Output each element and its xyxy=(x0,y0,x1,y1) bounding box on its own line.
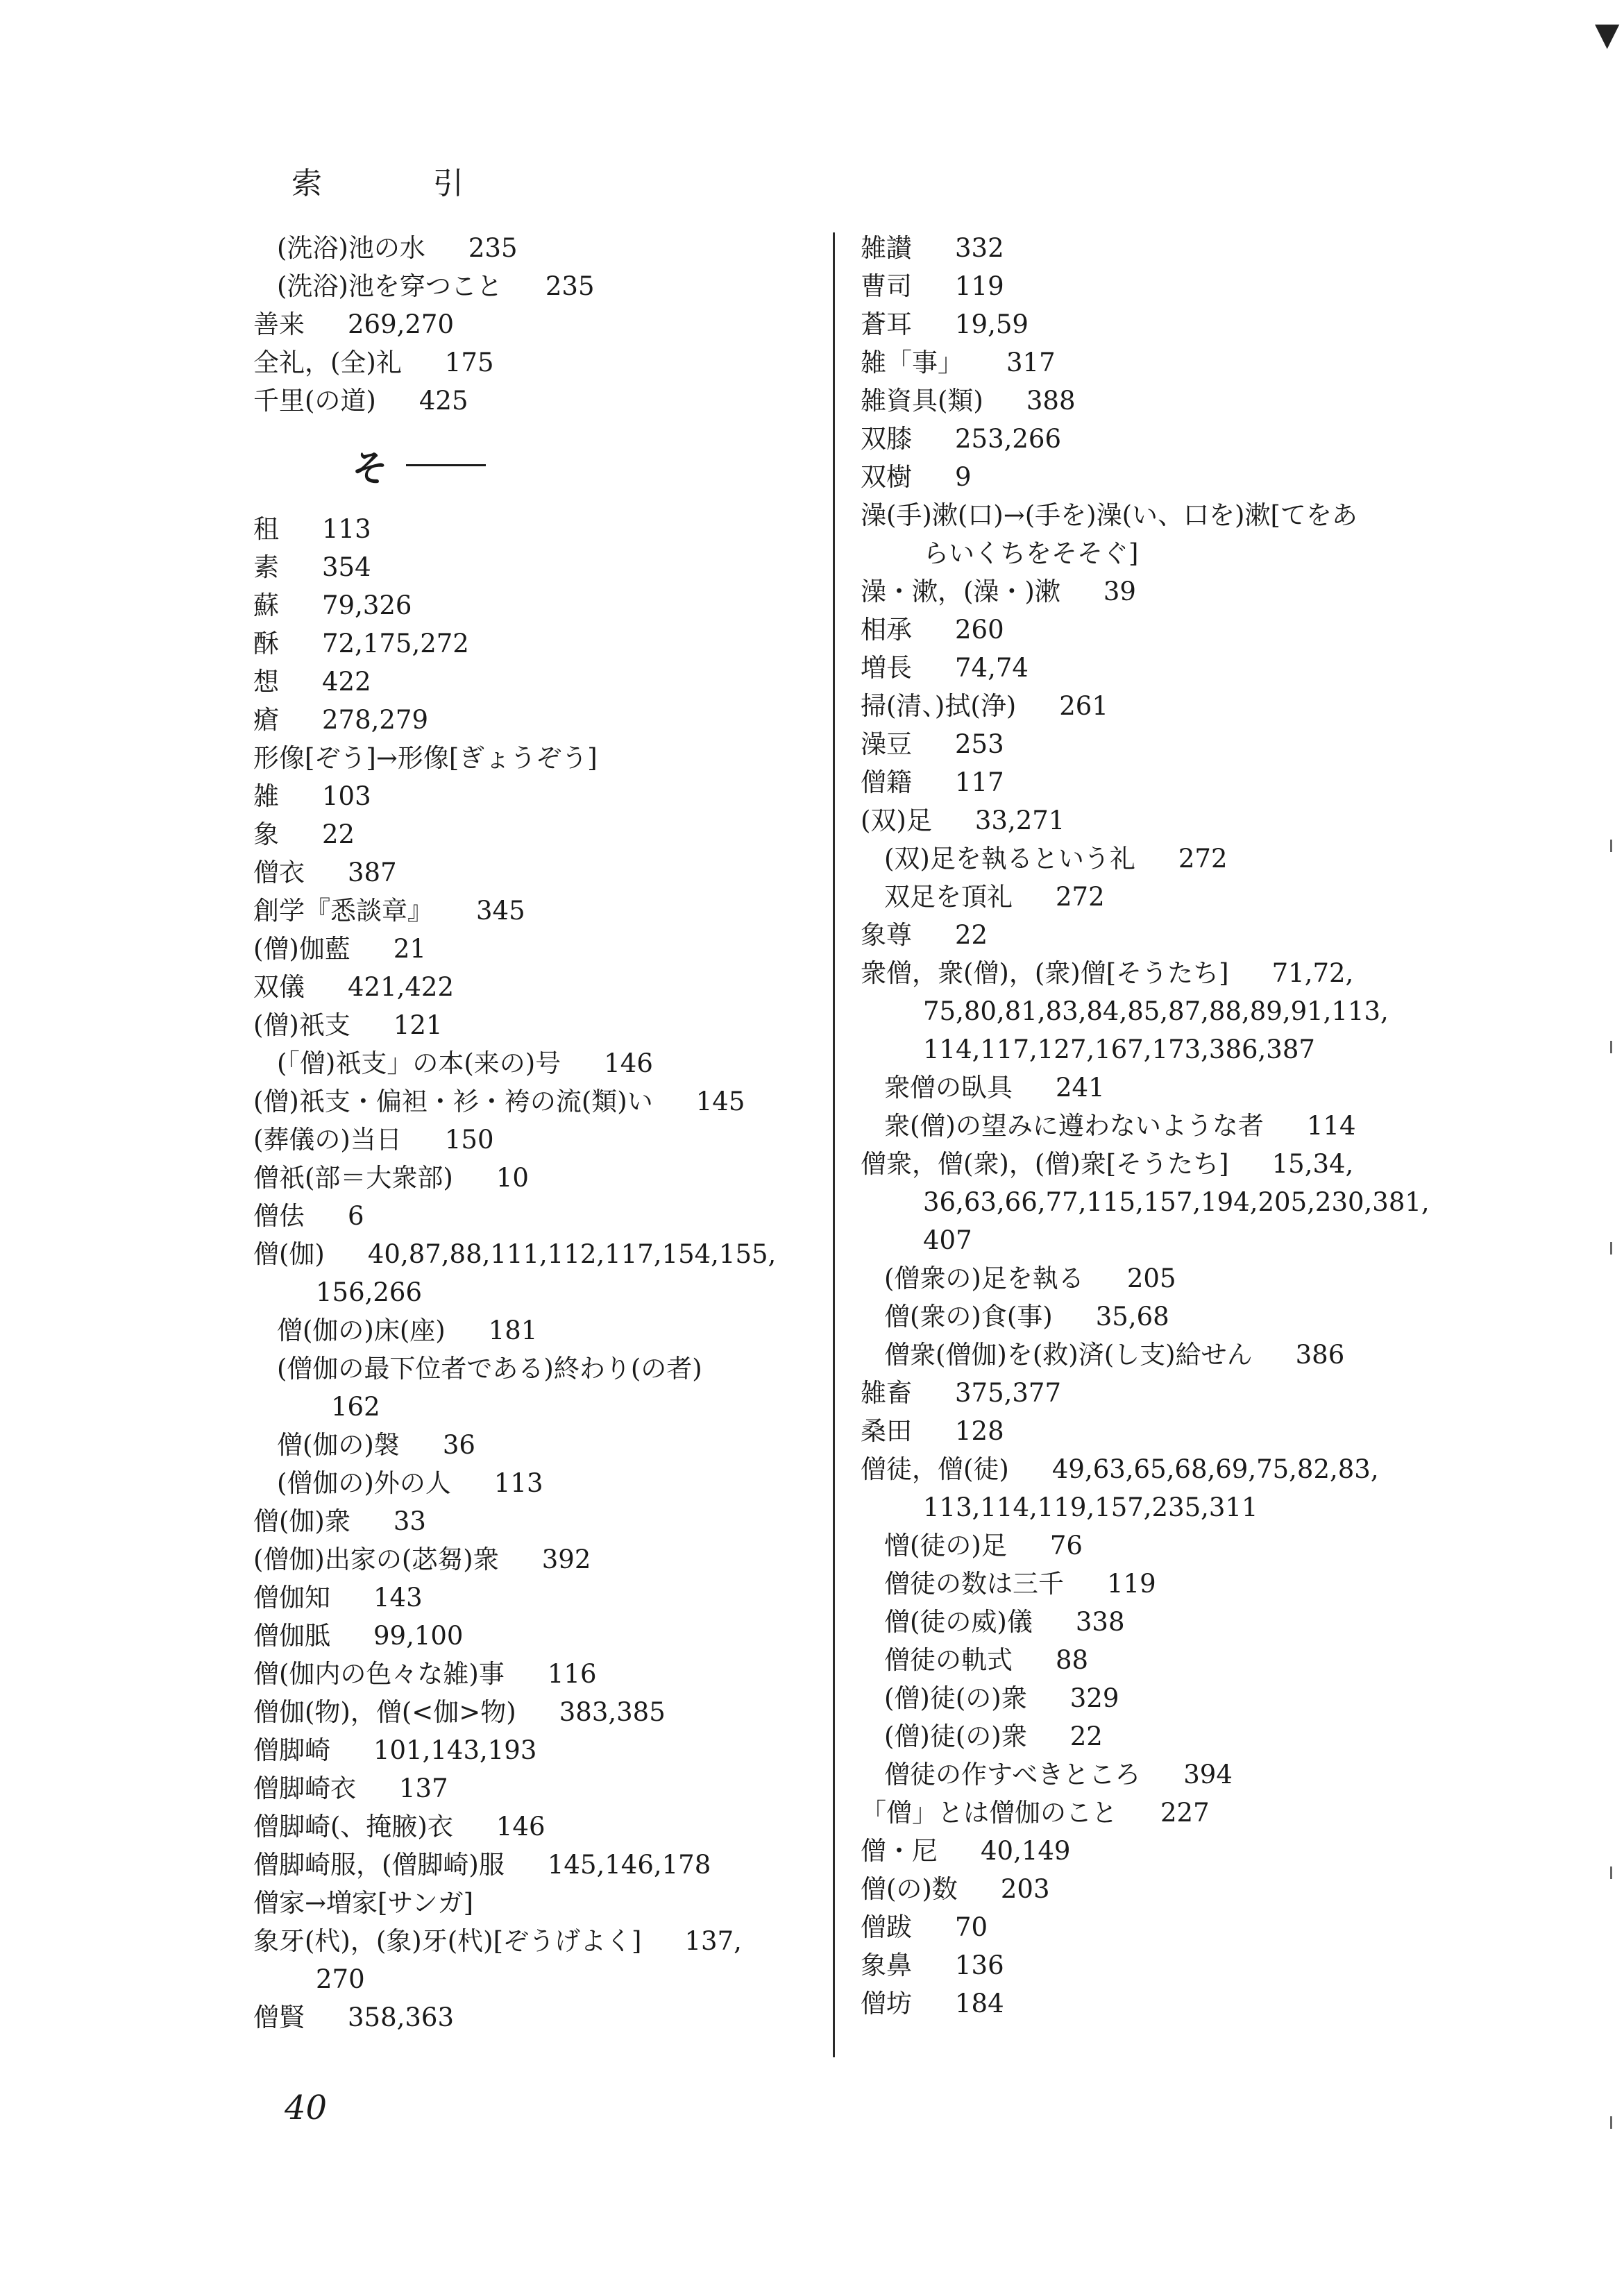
index-entry xyxy=(861,305,1457,343)
index-entry xyxy=(861,763,1457,801)
index-pages: 146 xyxy=(496,1812,545,1842)
index-term: 全礼，(全)礼 xyxy=(253,348,402,377)
index-entry xyxy=(253,1579,822,1617)
index-entry xyxy=(253,1884,822,1922)
index-term: 僧衆，僧(衆)，(僧)衆[そうたち] xyxy=(861,1149,1229,1179)
index-pages: 272 xyxy=(1056,882,1105,912)
index-pages: 421,422 xyxy=(348,972,455,1002)
index-pages: 22 xyxy=(1069,1721,1103,1751)
index-pages: 35,68 xyxy=(1095,1302,1169,1332)
index-entry xyxy=(861,572,1457,611)
index-pages: 181 xyxy=(488,1316,538,1345)
index-term: 衆(僧)の望みに遵わないような者 xyxy=(884,1111,1264,1141)
margin-tick xyxy=(1610,1242,1612,1255)
index-entry xyxy=(253,548,822,586)
index-term: 蘇 xyxy=(253,590,279,620)
index-term: 雑資具(類) xyxy=(861,386,983,416)
index-term: (双)足を執るという礼 xyxy=(884,844,1135,874)
page-number: 40 xyxy=(285,2089,328,2127)
index-term: 僧賢 xyxy=(253,2002,305,2032)
index-term: 僧(伽)衆 xyxy=(253,1506,350,1536)
index-term: 澡豆 xyxy=(861,729,912,759)
index-entry xyxy=(253,968,822,1006)
index-entry-continuation: 156,266 xyxy=(316,1277,423,1307)
index-term: 僧伽胝 xyxy=(253,1621,330,1651)
index-entry xyxy=(861,649,1457,687)
index-pages: 116 xyxy=(547,1659,597,1689)
index-pages: 329 xyxy=(1069,1683,1119,1713)
index-term: 僧伽(物)，僧(<伽>物) xyxy=(253,1697,516,1727)
index-term: 雑畜 xyxy=(861,1378,912,1408)
index-term: 僧佉 xyxy=(253,1201,305,1231)
index-entry xyxy=(861,1794,1457,1832)
index-pages: 394 xyxy=(1183,1760,1233,1789)
index-pages: 205 xyxy=(1126,1264,1176,1293)
corner-mark: ▼ xyxy=(1595,15,1620,53)
index-term: 双足を頂礼 xyxy=(884,882,1013,912)
index-entry-continuation: 270 xyxy=(316,1964,365,1994)
index-entry xyxy=(253,1540,822,1579)
index-pages: 253 xyxy=(955,729,1004,759)
index-term: (僧伽の最下位者である)終わり(の者) xyxy=(277,1354,702,1384)
index-pages: 241 xyxy=(1056,1073,1105,1103)
index-term: 僧脚崎衣 xyxy=(253,1774,356,1803)
index-entry xyxy=(861,1641,1457,1679)
index-term: 千里(の道) xyxy=(253,386,376,416)
index-term: 僧(伽の)床(座) xyxy=(277,1316,446,1345)
index-entry xyxy=(861,229,1457,267)
column-divider xyxy=(833,232,835,2057)
index-pages: 22 xyxy=(955,920,988,950)
index-term: 双儀 xyxy=(253,972,305,1002)
index-term: 象尊 xyxy=(861,920,912,950)
index-pages: 392 xyxy=(541,1545,591,1574)
index-entry xyxy=(253,815,822,853)
index-entry xyxy=(861,725,1457,763)
index-pages: 272 xyxy=(1178,844,1228,874)
index-term: 酥 xyxy=(253,629,279,658)
index-pages: 22 xyxy=(322,819,355,849)
index-term: 僧徒の数は三千 xyxy=(884,1569,1064,1599)
index-pages: 119 xyxy=(955,271,1004,301)
index-entry xyxy=(861,1717,1457,1755)
index-term: 僧伽知 xyxy=(253,1583,330,1613)
index-term: 「僧」とは僧伽のこと xyxy=(861,1798,1117,1828)
index-entry xyxy=(253,892,822,930)
index-pages: 150 xyxy=(444,1125,494,1155)
index-entry xyxy=(861,1298,1457,1336)
index-term: 象牙(杙)，(象)牙(杙)[ぞうげよく] xyxy=(253,1926,642,1956)
index-term: 僧籍 xyxy=(861,767,912,797)
index-pages: 76 xyxy=(1049,1531,1083,1561)
index-entry-continuation: 75,80,81,83,84,85,87,88,89,91,113, xyxy=(923,996,1389,1026)
index-pages: 136 xyxy=(955,1950,1004,1980)
index-entry xyxy=(861,1603,1457,1641)
index-pages: 425 xyxy=(418,386,468,416)
index-term: (僧伽)出家の(苾芻)衆 xyxy=(253,1545,499,1574)
index-pages: 383,385 xyxy=(559,1697,666,1727)
index-entry xyxy=(253,930,822,968)
index-term: 僧坊 xyxy=(861,1989,912,2018)
index-left-column xyxy=(253,229,822,2036)
index-entry xyxy=(861,1450,1457,1488)
index-pages: 74,74 xyxy=(955,653,1029,683)
index-term: (僧)伽藍 xyxy=(253,934,350,964)
index-pages: 70 xyxy=(955,1912,988,1942)
index-entry xyxy=(253,382,822,420)
index-entry xyxy=(861,1259,1457,1298)
index-term: 僧跋 xyxy=(861,1912,912,1942)
index-term: 僧(の)数 xyxy=(861,1874,958,1904)
index-entry xyxy=(253,1006,822,1044)
index-entry xyxy=(861,420,1457,458)
index-entry xyxy=(861,1984,1457,2023)
index-entry xyxy=(861,267,1457,305)
index-pages: 269,270 xyxy=(348,309,455,339)
index-entry xyxy=(861,687,1457,725)
index-entry xyxy=(861,878,1457,916)
section-heading xyxy=(253,420,822,510)
index-term: 素 xyxy=(253,552,279,582)
index-pages: 338 xyxy=(1075,1607,1125,1637)
index-entry xyxy=(253,267,822,305)
index-pages: 387 xyxy=(348,858,397,887)
index-entry xyxy=(861,1107,1457,1145)
index-term: 双樹 xyxy=(861,462,912,492)
index-entry xyxy=(253,305,822,343)
index-pages: 261 xyxy=(1059,691,1108,721)
index-term: (僧)徒(の)衆 xyxy=(884,1683,1027,1713)
index-pages: 317 xyxy=(1006,348,1056,377)
index-entry xyxy=(861,611,1457,649)
index-term: (僧)徒(の)衆 xyxy=(884,1721,1027,1751)
index-entry xyxy=(253,229,822,267)
index-term: 衆僧，衆(僧)，(衆)僧[そうたち] xyxy=(861,958,1229,988)
index-term: 相承 xyxy=(861,615,912,645)
index-entry-continuation: 113,114,119,157,235,311 xyxy=(923,1493,1258,1522)
index-entry xyxy=(861,382,1457,420)
index-pages: 40,87,88,111,112,117,154,155, xyxy=(367,1239,777,1269)
index-entry xyxy=(253,1846,822,1884)
index-entry xyxy=(253,1426,822,1464)
index-entry xyxy=(253,1655,822,1693)
index-entry xyxy=(861,1565,1457,1603)
index-pages: 203 xyxy=(1000,1874,1050,1904)
index-entry xyxy=(253,739,822,777)
index-term: 雑 xyxy=(253,781,279,811)
index-entry xyxy=(861,1527,1457,1565)
index-entry xyxy=(253,510,822,548)
index-pages: 21 xyxy=(393,934,426,964)
index-term: 衆僧の臥具 xyxy=(884,1073,1013,1103)
index-pages: 72,175,272 xyxy=(322,629,469,658)
index-term: 想 xyxy=(253,667,279,697)
index-term: (「僧)祇支」の本(来の)号 xyxy=(277,1048,561,1078)
index-entry xyxy=(861,1145,1457,1183)
index-pages: 422 xyxy=(322,667,371,697)
index-term: 創学『悉談章』 xyxy=(253,896,433,926)
index-term: 僧徒の作すべきところ xyxy=(884,1760,1141,1789)
index-pages: 386 xyxy=(1295,1340,1345,1370)
index-entry xyxy=(861,1412,1457,1450)
index-term: 僧脚崎(、掩腋)衣 xyxy=(253,1812,453,1842)
index-entry xyxy=(861,801,1457,840)
index-term: 僧(徒の威)儀 xyxy=(884,1607,1033,1637)
index-pages: 358,363 xyxy=(348,2002,455,2032)
index-term: (僧衆の)足を執る xyxy=(884,1264,1084,1293)
index-term: 僧徒，僧(徒) xyxy=(861,1454,1009,1484)
index-entry-continuation: 407 xyxy=(923,1225,972,1255)
index-entry-continuation: 114,117,127,167,173,386,387 xyxy=(923,1035,1315,1064)
index-entry xyxy=(253,1464,822,1502)
index-pages: 137 xyxy=(399,1774,448,1803)
index-term: 僧衣 xyxy=(253,858,305,887)
margin-tick xyxy=(1610,1041,1612,1053)
index-pages: 143 xyxy=(373,1583,423,1613)
index-pages: 354 xyxy=(322,552,371,582)
index-term: 双膝 xyxy=(861,424,912,454)
index-entry xyxy=(253,1121,822,1159)
index-term: 僧・尼 xyxy=(861,1836,938,1866)
index-entry xyxy=(253,1197,822,1235)
index-entry-continuation: 36,63,66,77,115,157,194,205,230,381, xyxy=(923,1187,1430,1217)
index-pages: 113 xyxy=(493,1468,543,1498)
index-term: 僧祇(部＝大衆部) xyxy=(253,1163,453,1193)
index-pages: 6 xyxy=(348,1201,364,1231)
index-entry xyxy=(253,1235,822,1273)
index-pages: 36 xyxy=(442,1430,475,1460)
index-entry xyxy=(861,954,1457,992)
index-term: 象鼻 xyxy=(861,1950,912,1980)
index-entry xyxy=(253,586,822,624)
index-pages: 119 xyxy=(1107,1569,1156,1599)
index-term: 象 xyxy=(253,819,279,849)
index-pages: 114 xyxy=(1306,1111,1356,1141)
index-term: 曹司 xyxy=(861,271,912,301)
index-term: 増長 xyxy=(861,653,912,683)
index-pages: 88 xyxy=(1056,1645,1089,1675)
index-entry xyxy=(253,1731,822,1769)
margin-tick xyxy=(1610,2116,1612,2129)
index-pages: 33,271 xyxy=(974,806,1065,835)
index-term: 僧脚崎 xyxy=(253,1735,330,1765)
section-kana: そ xyxy=(352,447,389,490)
index-pages: 137, xyxy=(684,1926,742,1956)
index-pages: 71,72, xyxy=(1271,958,1354,988)
index-pages: 99,100 xyxy=(373,1621,464,1651)
index-term: 僧脚崎服，(僧脚崎)服 xyxy=(253,1850,505,1880)
section-rule xyxy=(406,464,486,466)
index-term: 瘡 xyxy=(253,705,279,735)
index-pages: 33 xyxy=(393,1506,426,1536)
index-pages: 40,149 xyxy=(981,1836,1071,1866)
index-entry-continuation: 162 xyxy=(331,1392,380,1422)
index-term: (洗浴)池を穿つこと xyxy=(277,271,502,301)
index-entry xyxy=(253,624,822,663)
index-pages: 79,326 xyxy=(322,590,412,620)
index-pages: 260 xyxy=(955,615,1004,645)
index-term: (葬儀の)当日 xyxy=(253,1125,402,1155)
index-term: (洗浴)池の水 xyxy=(277,233,425,263)
index-entry xyxy=(861,1870,1457,1908)
index-pages: 235 xyxy=(545,271,595,301)
index-pages: 146 xyxy=(604,1048,653,1078)
index-entry xyxy=(861,1832,1457,1870)
index-pages: 121 xyxy=(393,1010,443,1040)
index-term: 形像[ぞう]→形像[ぎょうぞう] xyxy=(253,743,598,773)
index-pages: 345 xyxy=(476,896,525,926)
index-entry xyxy=(253,1044,822,1082)
index-pages: 103 xyxy=(322,781,371,811)
index-term: 澡(手)漱(口)→(手を)澡(い、口を)漱[てをあ xyxy=(861,500,1357,530)
index-entry xyxy=(861,458,1457,496)
margin-tick xyxy=(1610,1866,1612,1879)
index-entry xyxy=(861,343,1457,382)
index-pages: 9 xyxy=(955,462,972,492)
index-pages: 388 xyxy=(1026,386,1076,416)
index-pages: 101,143,193 xyxy=(373,1735,537,1765)
index-entry xyxy=(253,343,822,382)
index-term: 租 xyxy=(253,514,279,544)
index-entry xyxy=(253,1922,822,1960)
index-term: 善来 xyxy=(253,309,305,339)
index-term: 掃(清、)拭(浄) xyxy=(861,691,1017,721)
index-term: 憎(徒の)足 xyxy=(884,1531,1007,1561)
index-term: 僧徒の軌式 xyxy=(884,1645,1013,1675)
index-entry xyxy=(861,1069,1457,1107)
index-entry xyxy=(253,853,822,892)
index-entry xyxy=(861,916,1457,954)
index-pages: 278,279 xyxy=(322,705,429,735)
index-pages: 39 xyxy=(1103,577,1136,606)
index-term: 僧(衆の)食(事) xyxy=(884,1302,1053,1332)
index-entry xyxy=(253,777,822,815)
index-term: 桑田 xyxy=(861,1416,912,1446)
index-entry-continuation: らいくちをそそぐ] xyxy=(923,538,1139,568)
index-pages: 145 xyxy=(695,1087,745,1116)
page-header: 索 引 xyxy=(291,166,504,201)
index-entry xyxy=(861,1336,1457,1374)
index-entry xyxy=(861,1374,1457,1412)
index-pages: 253,266 xyxy=(955,424,1062,454)
index-entry xyxy=(253,1082,822,1121)
index-term: 僧衆(僧伽)を(救)済(し支)給せん xyxy=(884,1340,1253,1370)
index-entry xyxy=(253,1617,822,1655)
index-pages: 332 xyxy=(955,233,1004,263)
index-entry xyxy=(861,1946,1457,1984)
index-entry xyxy=(253,1808,822,1846)
index-term: (僧)祇支・偏袒・衫・袴の流(類)い xyxy=(253,1087,653,1116)
index-term: 澡・漱，(澡・)漱 xyxy=(861,577,1060,606)
index-pages: 235 xyxy=(468,233,518,263)
index-entry xyxy=(861,1755,1457,1794)
index-term: 蒼耳 xyxy=(861,309,912,339)
index-term: 雑讃 xyxy=(861,233,912,263)
index-pages: 10 xyxy=(496,1163,529,1193)
index-pages: 117 xyxy=(955,767,1004,797)
index-term: 僧家→増家[サンガ] xyxy=(253,1888,474,1918)
index-pages: 19,59 xyxy=(955,309,1029,339)
index-entry xyxy=(253,1502,822,1540)
index-entry xyxy=(253,1159,822,1197)
index-term: 雑「事」 xyxy=(861,348,963,377)
index-entry xyxy=(253,663,822,701)
index-entry xyxy=(253,1998,822,2036)
index-pages: 49,63,65,68,69,75,82,83, xyxy=(1051,1454,1379,1484)
index-pages: 113 xyxy=(322,514,371,544)
index-term: 僧(伽の)褩 xyxy=(277,1430,400,1460)
index-entry xyxy=(253,1311,822,1350)
index-term: 僧(伽) xyxy=(253,1239,325,1269)
index-entry xyxy=(253,701,822,739)
index-entry xyxy=(861,496,1457,534)
index-pages: 145,146,178 xyxy=(547,1850,711,1880)
index-entry xyxy=(861,840,1457,878)
index-entry xyxy=(861,1679,1457,1717)
index-pages: 128 xyxy=(955,1416,1004,1446)
index-entry xyxy=(253,1693,822,1731)
index-term: 僧(伽内の色々な雑)事 xyxy=(253,1659,505,1689)
index-pages: 184 xyxy=(955,1989,1004,2018)
index-pages: 375,377 xyxy=(955,1378,1062,1408)
index-right-column xyxy=(861,229,1457,2023)
index-entry xyxy=(861,1908,1457,1946)
index-pages: 15,34, xyxy=(1271,1149,1354,1179)
index-term: (僧)祇支 xyxy=(253,1010,350,1040)
index-term: (僧伽の)外の人 xyxy=(277,1468,451,1498)
index-term: (双)足 xyxy=(861,806,932,835)
index-entry xyxy=(253,1350,822,1388)
margin-tick xyxy=(1610,840,1612,852)
index-pages: 175 xyxy=(444,348,494,377)
index-pages: 227 xyxy=(1160,1798,1210,1828)
index-entry xyxy=(253,1769,822,1808)
